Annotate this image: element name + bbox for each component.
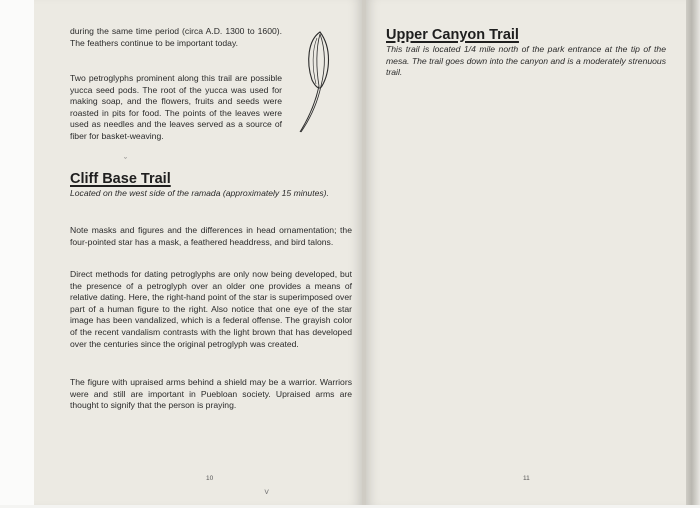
- page-number: 11: [523, 475, 530, 482]
- yucca-pod-illustration: [290, 28, 340, 134]
- warrior-paragraph: The figure with upraised arms behind a shield may be a warrior. Warriors were and still are important in Puebloan society. Upraised arms are thought to signify that the person is praying.: [70, 377, 352, 411]
- right-page: [366, 0, 686, 505]
- masks-paragraph: Note masks and figures and the differences in head ornamentation; the four-pointed star has a mask, a feathered headdress, and bird talons.: [70, 225, 352, 247]
- section-title-cliff-base: Cliff Base Trail: [70, 171, 171, 187]
- page-number: 10: [206, 475, 214, 482]
- dating-paragraph: Direct methods for dating petroglyphs are only now being developed, but the presence of a petroglyph over an older one provides a means of relative dating. Here, the right-hand point of the star is superimposed over part of a human figure to the right. Also notice that one eye of the star image has been vandalized, which is a federal offense. The grayish color of the recent vandalism contrasts with the light brown that has developed over the centuries since the original petroglyph was created.: [70, 269, 352, 349]
- left-page: [34, 0, 362, 505]
- scan-border: [686, 0, 700, 508]
- upper-canyon-location: This trail is located 1/4 mile north of the park entrance at the tip of the mesa. The trail goes down into the canyon and is a moderately strenuous trail.: [386, 44, 666, 78]
- yucca-paragraph: Two petroglyphs prominent along this trail are possible yucca seed pods. The root of the yucca was used for making soap, and the flowers, fruits and seeds were roasted in pits for food. The points of the leaves were used as needles and the leaves served as a source of fiber for basket-weaving.: [70, 73, 282, 141]
- ornament-mark: ˇ: [124, 156, 127, 166]
- scan-border: [0, 0, 34, 508]
- section-title-upper-canyon: Upper Canyon Trail: [386, 27, 519, 43]
- continued-paragraph: during the same time period (circa A.D. 1300 to 1600). The feathers continue to be important today.: [70, 26, 282, 48]
- cliff-base-location: Located on the west side of the ramada (approximately 15 minutes).: [70, 188, 329, 198]
- ornament-mark: ˅: [264, 487, 270, 497]
